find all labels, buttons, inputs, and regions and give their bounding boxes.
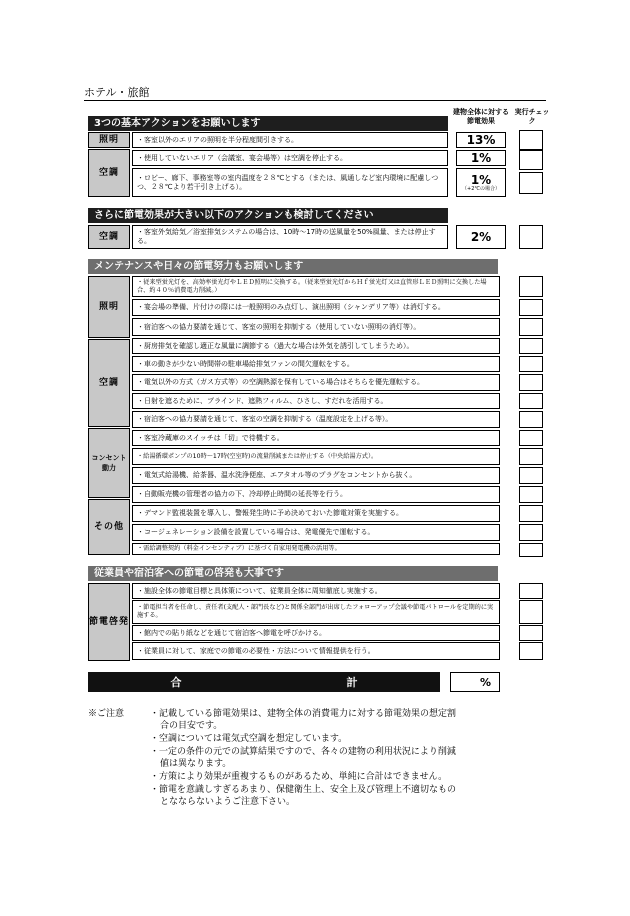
note-line: 合の目安です。 [160,721,223,731]
note-line: ・一定の条件の元での試算結果ですので、各々の建物の利用状況により削減 [150,747,456,757]
action-row: ・館内での貼り紙などを通じて宿泊客へ節電を呼びかける。 [132,625,500,641]
action-row: ・厨房排気を確認し適正な風量に調節する（過大な場合は外気を誘引してしまうため）。 [132,338,500,354]
check-box[interactable] [519,448,543,465]
section-maintenance-title: メンテナンスや日々の節電努力もお願いします [88,259,498,274]
category-air-conditioning: 空調 [88,225,130,249]
action-row: ・デマンド監視装置を導入し、警報発生時に予め決めておいた節電対策を実施する。 [132,505,500,522]
check-box[interactable] [519,130,543,150]
check-box[interactable] [519,393,543,409]
document-title: ホテル・旅館 [84,86,150,99]
category-lighting: 照明 [88,132,130,148]
action-row: ・従業員に対して、家庭での節電の必要性・方法について情報提供を行う。 [132,642,500,660]
action-row: ・宿泊客への協力要請を通じて、客室の空調を抑制する（温度設定を上げる等）。 [132,411,500,428]
column-header-effect: 建物全体に対する節電効果 [453,108,509,125]
check-box[interactable] [519,583,543,599]
notes-body [150,708,570,818]
effect-percentage: 1% [470,172,492,187]
effect-note: （+2℃の場合） [462,185,500,192]
check-box[interactable] [519,356,543,372]
check-box[interactable] [519,318,543,336]
note-line: ・記載している節電効果は、建物全体の消費電力に対する節電効果の想定割 [150,709,457,719]
category-awareness: 節電啓発 [88,583,130,661]
total-label-1: 合 [170,676,182,689]
action-row: ・電気以外の方式（ガス方式等）の空調熱源を保有している場合はそちらを優先運転する。 [132,374,500,391]
check-box[interactable] [519,486,543,503]
category-air-conditioning: 空調 [88,339,130,427]
category-air-conditioning: 空調 [88,149,130,197]
action-row: ・日射を遮るために、ブラインド、遮熱フィルム、ひさし、すだれを活用する。 [132,393,500,409]
category-outlet-power: コンセント動力 [88,428,130,498]
effect-percentage: 2% [456,225,506,249]
action-row: ・コージェネレーション設備を設置している場合は、発電優先で運転する。 [132,524,500,541]
note-line: ・空調については電気式空調を想定しています。 [150,734,348,744]
action-row: ・客室以外のエリアの照明を半分程度間引きする。 [132,132,448,148]
total-percentage-box[interactable]: % [450,672,500,692]
check-box[interactable] [519,225,543,249]
action-row: ・客室冷蔵庫のスイッチは「切」で待機する。 [132,430,500,446]
header-rule [84,100,546,101]
check-box[interactable] [519,299,543,316]
check-box[interactable] [519,411,543,428]
action-row: ・車の動きが少ない時間帯の駐車場給排気ファンの間欠運転をする。 [132,356,500,372]
check-box[interactable] [519,276,543,297]
action-row: ・従来型蛍光灯を、高効率蛍光灯やＬＥＤ照明に交換する。（従来型蛍光灯からＨｆ蛍光灯又は直管形ＬＥＤ照明に交換した場合、約４０％消費電力削減。） [132,276,500,297]
note-line: となならないようご注意下さい。 [160,797,296,807]
action-row: ・宿泊客への協力要請を通じて、客室の照明を抑制する（使用していない照明の消灯等）。 [132,318,500,336]
action-row: ・節電担当者を任命し、責任者(支配人・部門長など)と関係全部門が出席したフォローアップ会議や節電パトロールを定期的に実施する。 [132,600,500,624]
check-box[interactable] [519,338,543,354]
note-line: 値は異なります。 [160,759,232,769]
section-basic-actions-title: 3つの基本アクションをお願いします [88,116,448,131]
action-row: ・需給調整契約（料金インセンティブ）に基づく自家用発電機の活用等。 [132,543,500,555]
action-row: ・ロビー、廊下、事務室等の室内温度を２８℃とする（または、風通しなど室内環境に配慮しつつ、２８℃より若干引き上げる）。 [132,168,448,197]
action-row: ・客室外気給気／浴室排気システムの場合は、10時～17時の送風量を50%風量、または停止する。 [132,225,448,249]
check-box[interactable] [519,543,543,557]
action-row: ・使用していないエリア（会議室、宴会場等）は空調を停止する。 [132,150,448,166]
check-box[interactable] [519,524,543,541]
column-header-check: 実行チェック [514,108,550,125]
check-box[interactable] [519,600,543,624]
check-box[interactable] [519,467,543,484]
action-row: ・給湯循環ポンプの10時～17時(空室時)の流量削減または停止する（中央給湯方式）。 [132,448,500,465]
check-box[interactable] [519,625,543,641]
category-other: その他 [88,499,130,555]
check-box[interactable] [519,505,543,522]
total-bar [88,672,440,692]
check-box[interactable] [519,150,543,170]
check-box[interactable] [519,430,543,446]
effect-percentage: 13% [456,132,506,148]
note-line: ・節電を意識しすぎるあまり、保健衛生上、安全上及び管理上不適切なもの [150,785,457,795]
action-row: ・施設全体の節電目標と具体策について、従業員全体に周知徹底し実施する。 [132,583,500,599]
check-box[interactable] [519,172,543,194]
category-lighting: 照明 [88,276,130,338]
section-additional-actions-title: さらに節電効果が大きい以下のアクションも検討してください [88,208,448,223]
action-row: ・電気式給湯機、給茶器、温水洗浄便座、エアタオル等のプラグをコンセントから抜く。 [132,467,500,484]
check-box[interactable] [519,374,543,391]
action-row: ・宴会場の準備、片付けの際には一般照明のみ点灯し、演出照明（シャンデリア等）は消灯する。 [132,299,500,316]
action-row: ・自動販売機の管理者の協力の下、冷却停止時間の延長等を行う。 [132,486,500,503]
effect-percentage: 1% [456,150,506,166]
section-awareness-title: 従業員や宿泊客への節電の啓発も大事です [88,566,498,581]
total-label-2: 計 [346,676,358,689]
check-box[interactable] [519,642,543,660]
note-line: ・方策により効果が重複するものがあるため、単純に合計はできません。 [150,772,448,782]
notes-heading: ※ご注意 [88,709,125,719]
effect-percentage-with-note [456,168,506,197]
